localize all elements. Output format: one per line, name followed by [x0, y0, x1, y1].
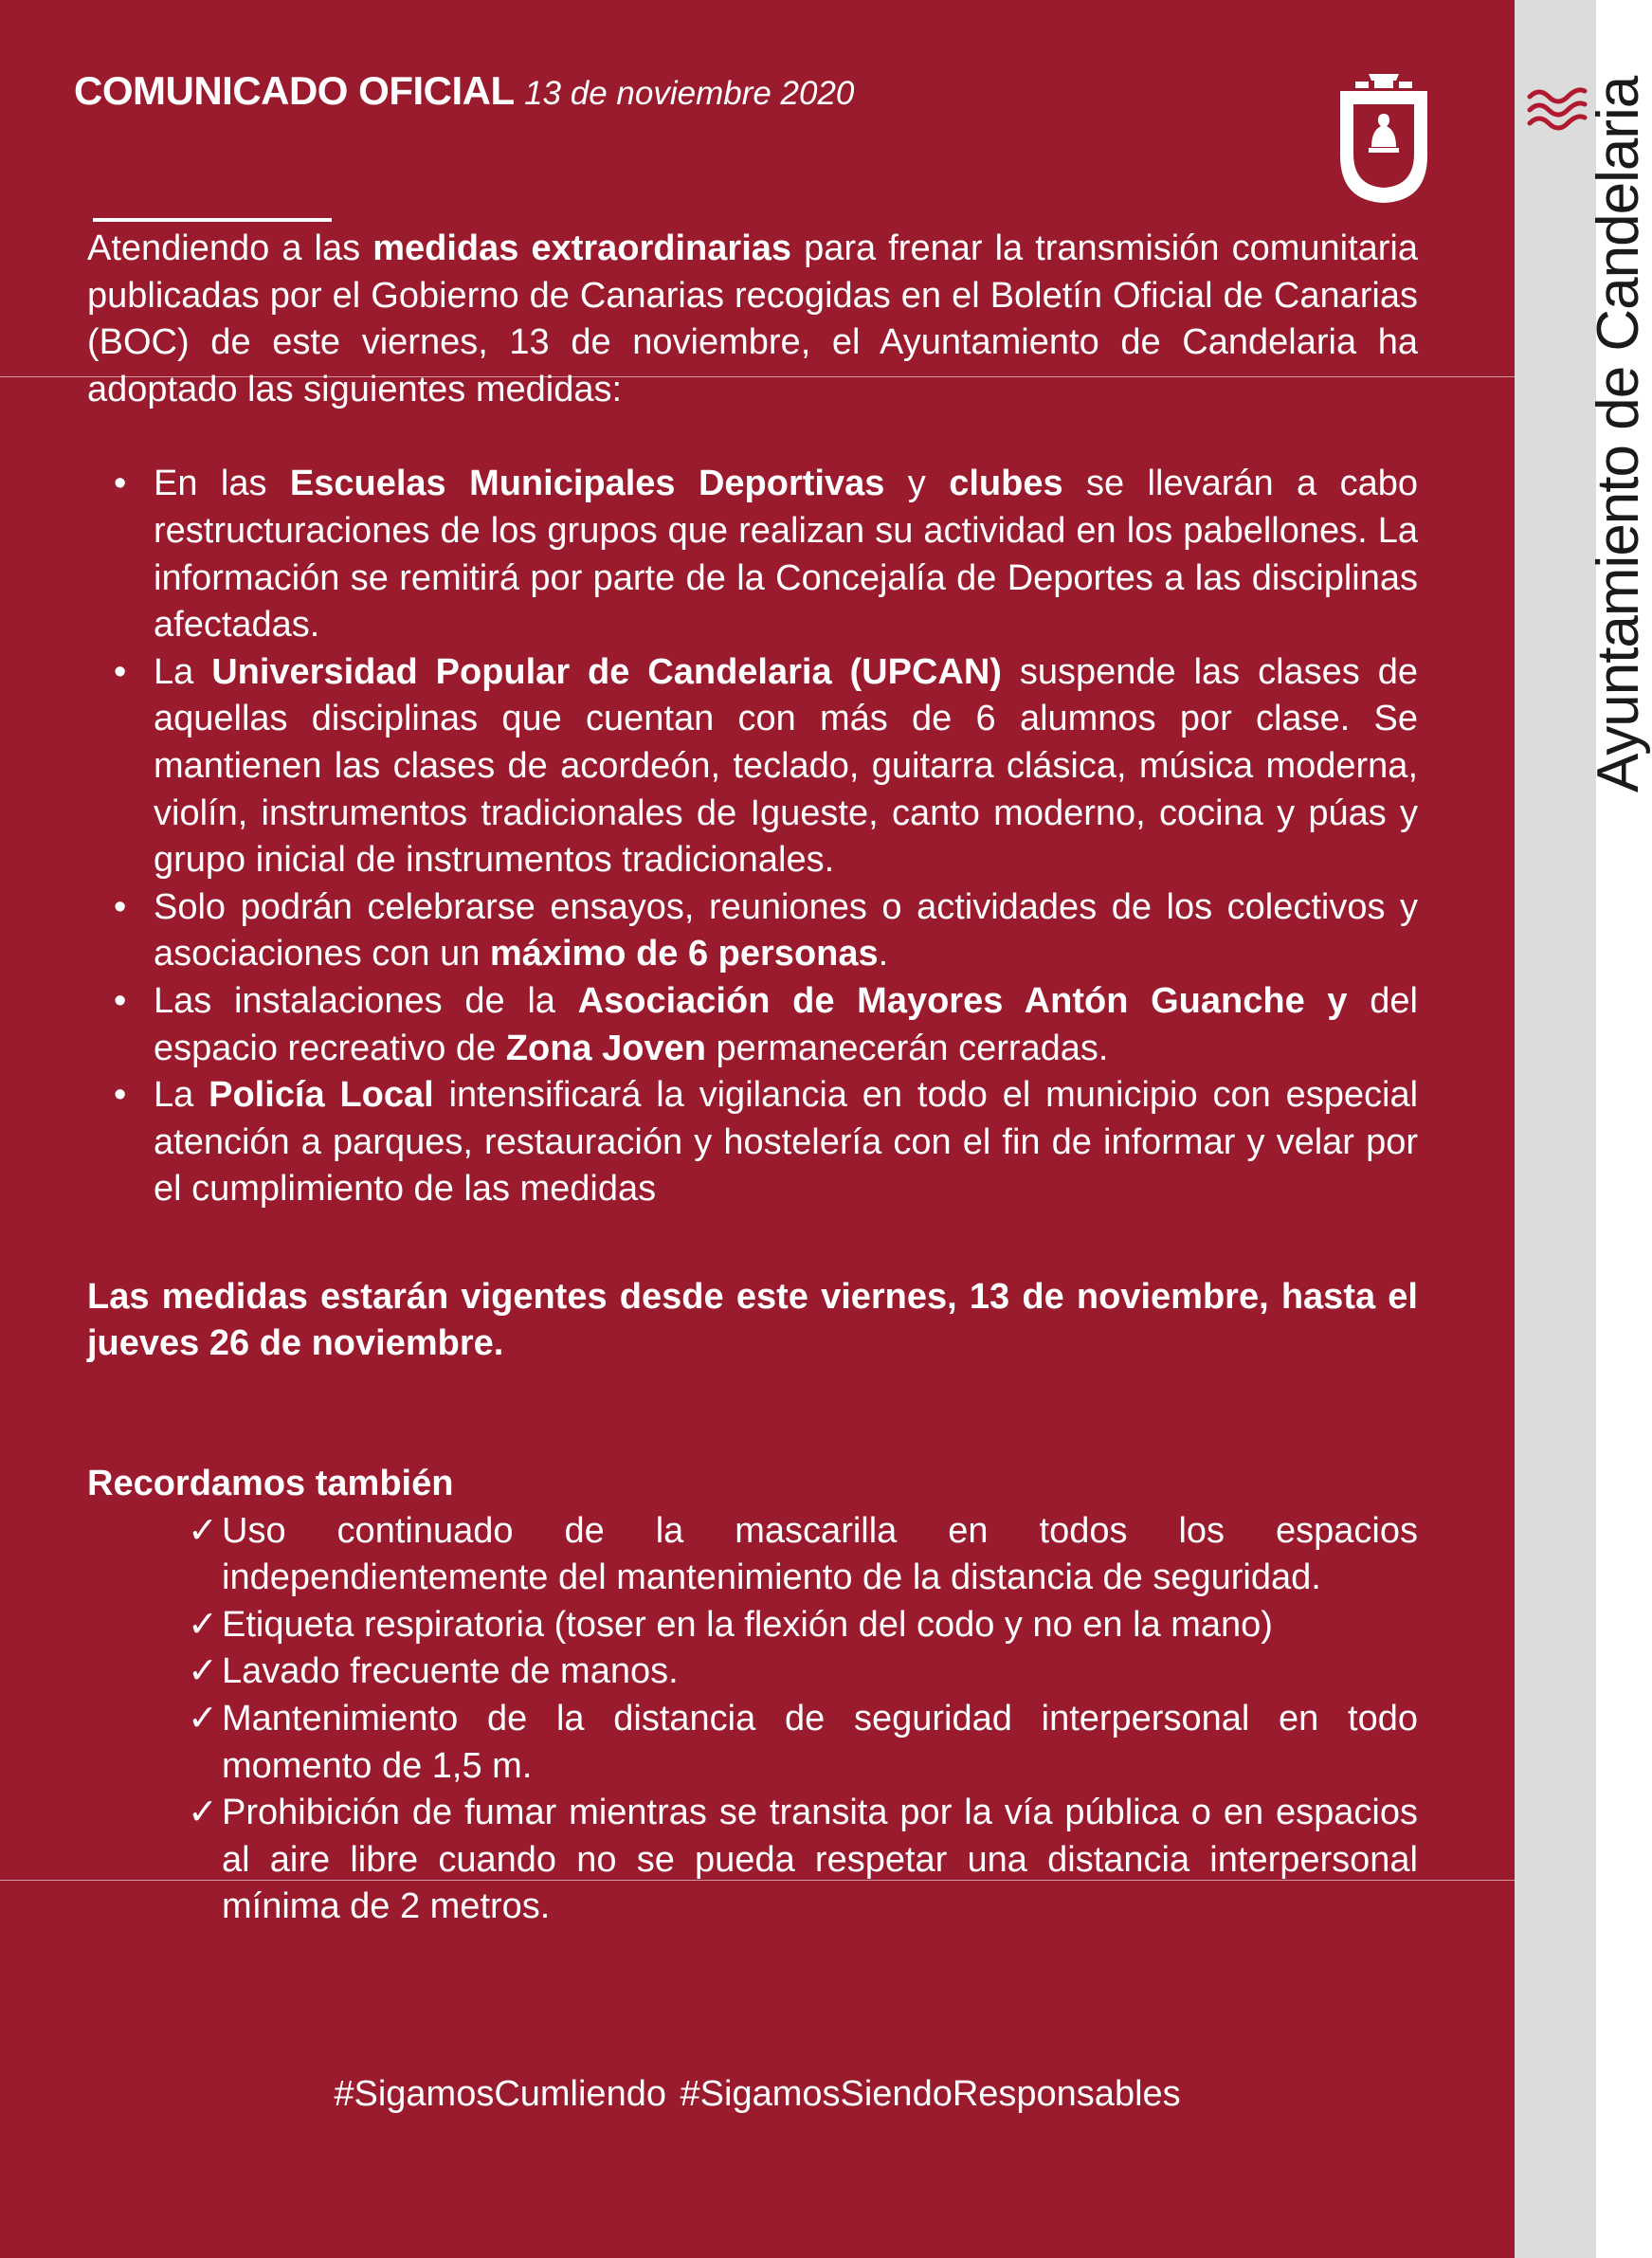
document-body [87, 226, 1418, 1931]
item-text: Prohibición de fumar mientras se transita por la vía pública o en espacios al aire libre cuando no se pueda respetar una distancia interpersonal mínima de 2 metros. [222, 1793, 1418, 1927]
bullet-icon: • [114, 651, 127, 692]
item-text: Etiqueta respiratoria (toser en la flexión del codo y no en la mano) [222, 1604, 1273, 1645]
validity-notice: Las medidas estarán vigentes desde este viernes, 13 de noviembre, hasta el jueves 26 de noviembre. [87, 1276, 1418, 1364]
list-item [87, 1508, 1418, 1602]
candelaria-waves-logo [1524, 83, 1590, 137]
list-item [87, 978, 1418, 1072]
list-item [87, 649, 1418, 884]
document-date: 13 de noviembre 2020 [524, 75, 855, 112]
reminders-title: Recordamos también [87, 1464, 454, 1504]
item-text: y [884, 464, 950, 504]
item-text: suspende las clases de aquellas disciplinas que cuentan con más de 6 alumnos por clase. Se mantienen las clases de acordeón, teclado, guitarra clásica, música moderna, violín, instrumentos tradicionales de Igueste, canto moderno, cocina y púas y grupo inicial de instrumentos tradicionales. [154, 651, 1418, 881]
header-rule [93, 218, 332, 222]
list-item [87, 1696, 1418, 1790]
municipal-shield-icon [1336, 70, 1431, 205]
bullet-icon: • [114, 886, 127, 927]
document-title: COMUNICADO OFICIAL [74, 68, 515, 113]
intro-bold: medidas extraordinarias [372, 228, 792, 268]
measures-list [87, 461, 1418, 1213]
list-item [87, 884, 1418, 978]
check-icon: ✓ [188, 1793, 218, 1833]
bullet-icon: • [114, 464, 127, 504]
reminders-list [87, 1508, 1418, 1931]
bullet-icon: • [114, 980, 127, 1021]
item-text: Solo podrán celebrarse ensayos, reuniones o actividades de los colectivos y asociaciones con un [154, 886, 1418, 974]
item-bold: Zona Joven [505, 1028, 706, 1068]
check-icon: ✓ [188, 1604, 218, 1645]
intro-paragraph [87, 226, 1418, 413]
item-bold: Universidad Popular de Candelaria (UPCAN) [211, 651, 1002, 692]
item-text: Las instalaciones de la [154, 980, 578, 1021]
list-item [87, 1602, 1418, 1649]
item-text: permanecerán cerradas. [705, 1028, 1109, 1068]
item-text: del espacio recreativo de [154, 980, 1419, 1068]
item-bold: Policía Local [209, 1075, 434, 1116]
item-bold: máximo de 6 personas [489, 934, 879, 974]
hashtags: #SigamosCumliendo #SigamosSiendoResponsables [334, 2074, 1181, 2114]
item-text: Lavado frecuente de manos. [222, 1651, 679, 1692]
item-text: La [154, 1075, 209, 1116]
item-bold: clubes [949, 464, 1063, 504]
item-bold: Escuelas Municipales Deportivas [289, 464, 885, 504]
check-icon: ✓ [188, 1651, 218, 1692]
list-item [87, 461, 1418, 648]
check-icon: ✓ [188, 1510, 218, 1551]
list-item [87, 1072, 1418, 1213]
item-text: se llevarán a cabo restructuraciones de los grupos que realizan su actividad en los pabellones. La información se remitirá por parte de la Concejalía de Deportes a las disciplinas afectadas. [154, 464, 1418, 646]
item-text: Uso continuado de la mascarilla en todos los espacios independientemente del mantenimiento de la distancia de seguridad. [222, 1510, 1418, 1598]
item-text: Mantenimiento de la distancia de seguridad interpersonal en todo momento de 1,5 m. [222, 1699, 1418, 1786]
item-text: La [154, 651, 212, 692]
intro-text: para frenar la transmisión comunitaria publicadas por el Gobierno de Canarias recogidas en el Boletín Oficial de Canarias (BOC) de este viernes, 13 de noviembre, el Ayuntamiento de Candelaria ha adoptado las siguientes medidas: [87, 228, 1418, 410]
item-text: intensificará la vigilancia en todo el municipio con especial atención a parques, restauración y hostelería con el fin de informar y velar por el cumplimiento de las medidas [154, 1075, 1419, 1210]
check-icon: ✓ [188, 1699, 218, 1739]
list-item [87, 1790, 1418, 1931]
item-bold: Asociación de Mayores Antón Guanche y [577, 980, 1348, 1021]
intro-text: Atendiendo a las [87, 228, 373, 268]
organization-name: Ayuntamiento de Candelaria [1586, 76, 1651, 792]
item-text: . [878, 934, 889, 974]
bullet-icon: • [114, 1075, 127, 1116]
item-text: En las [154, 464, 290, 504]
header [74, 68, 854, 114]
list-item [87, 1648, 1418, 1696]
